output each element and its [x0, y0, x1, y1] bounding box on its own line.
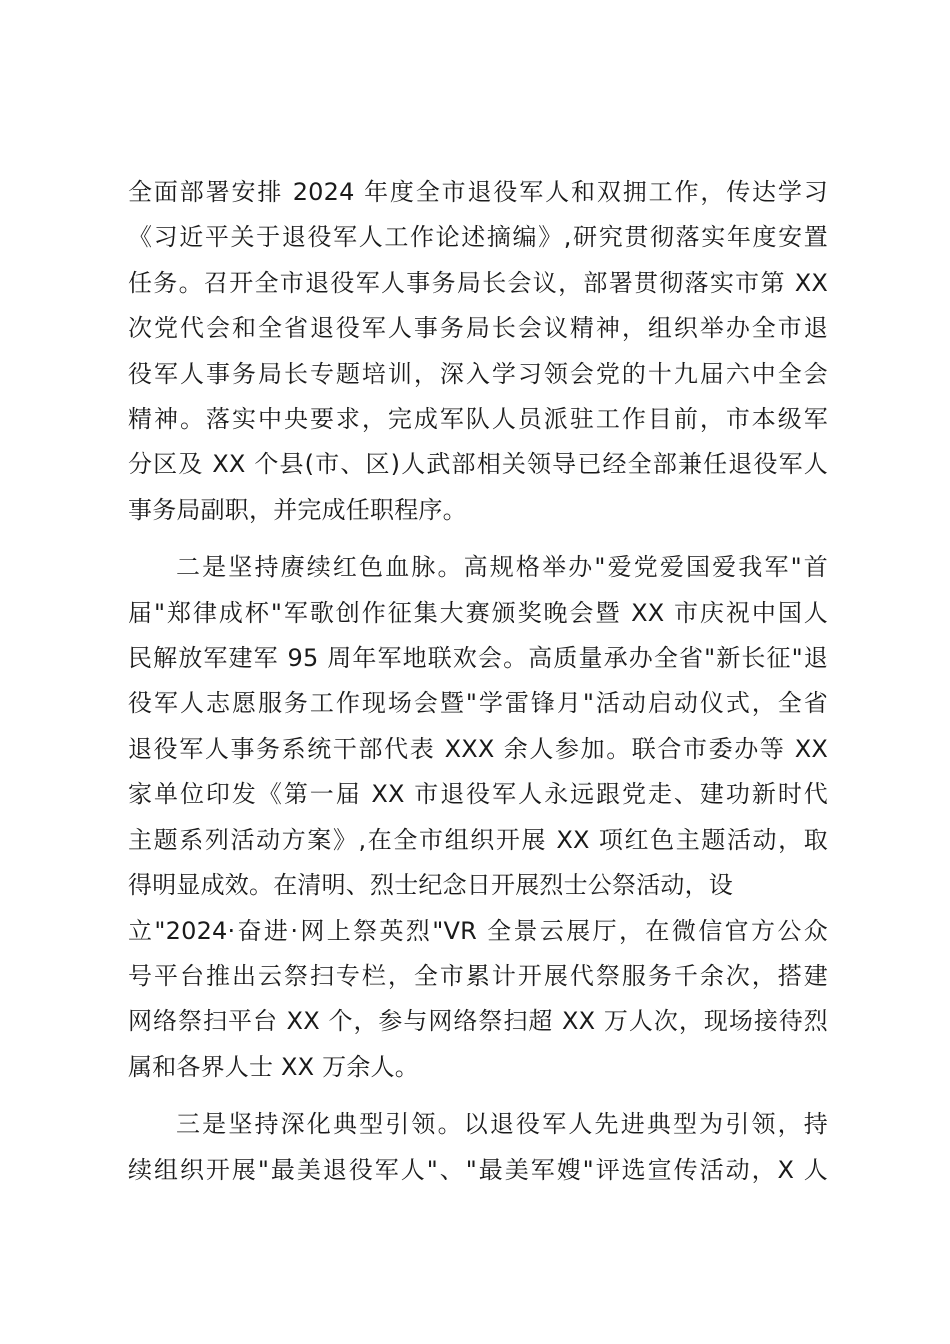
- text-line: 次党代会和全省退役军人事务局长会议精神，组织举办全市退: [128, 314, 828, 343]
- text-line: 分区及 XX 个县(市、区)人武部相关领导已经全部兼任退役军人: [128, 450, 828, 479]
- text-line: 家单位印发《第一届 XX 市退役军人永远跟党走、建功新时代: [128, 780, 828, 809]
- text-line: 届"郑律成杯"军歌创作征集大赛颁奖晚会暨 XX 市庆祝中国人: [128, 598, 828, 627]
- text-line: 任务。召开全市退役军人事务局长会议，部署贯彻落实市第 XX: [128, 268, 828, 297]
- text-line: 事务局副职，并完成任职程序。: [128, 495, 467, 524]
- text-line: 全面部署安排 2024 年度全市退役军人和双拥工作，传达学习: [128, 178, 828, 206]
- text-line: 退役军人事务系统干部代表 XXX 余人参加。联合市委办等 XX: [128, 734, 828, 763]
- text-line: 三是坚持深化典型引领。以退役军人先进典型为引领，持: [176, 1110, 828, 1139]
- text-line: 二是坚持赓续红色血脉。高规格举办"爱党爱国爱我军"首: [176, 553, 828, 582]
- text-line: 主题系列活动方案》,在全市组织开展 XX 项红色主题活动，取: [128, 825, 828, 854]
- text-line: 《习近平关于退役军人工作论述摘编》,研究贯彻落实年度安置: [128, 223, 828, 252]
- text-line: 役军人志愿服务工作现场会暨"学雷锋月"活动启动仪式，全省: [128, 689, 828, 718]
- text-line: 号平台推出云祭扫专栏，全市累计开展代祭服务千余次，搭建: [128, 961, 828, 990]
- text-line: 得明显成效。在清明、烈士纪念日开展烈士公祭活动，设: [128, 871, 733, 900]
- document-body: [128, 170, 828, 1193]
- paragraph-3: [128, 1102, 828, 1193]
- text-line: 属和各界人士 XX 万余人。: [128, 1052, 419, 1081]
- text-line: 精神。落实中央要求，完成军队人员派驻工作目前，市本级军: [128, 405, 828, 434]
- text-line: 立"2024·奋进·网上祭英烈"VR 全景云展厅，在微信官方公众: [128, 916, 828, 945]
- paragraph-1: [128, 170, 828, 533]
- paragraph-2: [128, 545, 828, 1090]
- text-line: 民解放军建军 95 周年军地联欢会。高质量承办全省"新长征"退: [128, 644, 828, 673]
- text-line: 役军人事务局长专题培训，深入学习领会党的十九届六中全会: [128, 359, 828, 388]
- text-line: 网络祭扫平台 XX 个，参与网络祭扫超 XX 万人次，现场接待烈: [128, 1007, 828, 1036]
- text-line: 续组织开展"最美退役军人"、"最美军嫂"评选宣传活动，X 人: [128, 1155, 828, 1184]
